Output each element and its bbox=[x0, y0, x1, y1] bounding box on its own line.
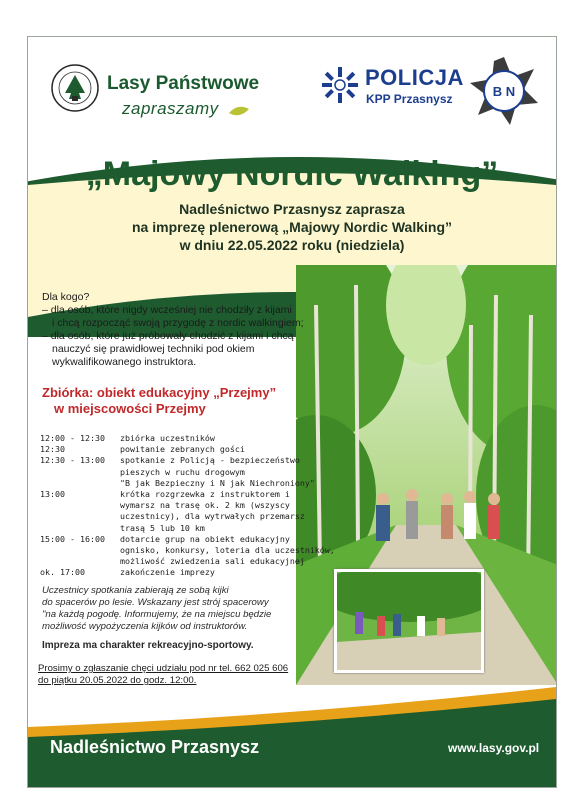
event-title: „Majowy Nordic Walking” bbox=[85, 155, 499, 193]
target-audience bbox=[42, 291, 332, 369]
intro-line-2: na imprezę plenerową „Majowy Nordic Walking” bbox=[132, 219, 452, 235]
schedule-description: dotarcie grup na obiekt edukacyjny bbox=[120, 533, 290, 544]
intro-line-1: Nadleśnictwo Przasnysz zaprasza bbox=[179, 201, 405, 217]
bn-badge-icon bbox=[468, 55, 540, 127]
participant-note bbox=[42, 585, 271, 633]
schedule-row bbox=[40, 534, 340, 568]
schedule-description: uczestnicy), dla wytrwałych przemarsz bbox=[120, 511, 305, 522]
who-line: Dla kogo? bbox=[42, 291, 90, 303]
registration-info bbox=[38, 663, 288, 687]
police-unit: KPP Przasnysz bbox=[366, 92, 453, 106]
badge-text: B N bbox=[492, 84, 516, 99]
who-line: – dla osób, które już próbowały chodzić z kijami i chcą bbox=[42, 330, 294, 342]
schedule-description: powitanie zebranych gości bbox=[120, 444, 245, 455]
schedule-time: 12:30 bbox=[40, 444, 65, 455]
schedule-description: "B jak Bezpieczny i N jak Niechroniony" bbox=[120, 477, 315, 488]
who-line: wykwalifikowanego instruktora. bbox=[52, 356, 197, 368]
lasy-panstwowe-logo bbox=[50, 63, 100, 113]
who-line: – dla osób, które nigdy wcześniej nie chodziły z kijami bbox=[42, 304, 292, 316]
registration-line-2: do piątku 20.05.2022 do godz. 12:00. bbox=[38, 675, 197, 686]
schedule-time: 15:00 - 16:00 bbox=[40, 533, 105, 544]
schedule-row bbox=[40, 567, 340, 578]
inset-group-photo bbox=[334, 569, 484, 673]
schedule-description: trasą 5 lub 10 km bbox=[120, 522, 205, 533]
schedule-description: spotkanie z Policją - bezpieczeństwo bbox=[120, 455, 300, 466]
schedule-description: wymarsz na trasę ok. 2 km (wszyscy bbox=[120, 500, 290, 511]
schedule-time: 12:30 - 13:00 bbox=[40, 455, 105, 466]
schedule-description: krótka rozgrzewka z instruktorem i bbox=[120, 489, 290, 500]
footer-org-name: Nadleśnictwo Przasnysz bbox=[50, 737, 260, 757]
note-line: "na każdą pogodę. Informujemy, że na miejscu będzie bbox=[42, 609, 272, 620]
meeting-line-2: w miejscowości Przejmy bbox=[54, 401, 206, 416]
police-name: POLICJA bbox=[365, 65, 464, 90]
event-character: Impreza ma charakter rekreacyjno-sportowy. bbox=[42, 640, 254, 651]
footer-website-link[interactable]: www.lasy.gov.pl bbox=[448, 741, 540, 755]
schedule-description: ognisko, konkursy, loteria dla uczestników, bbox=[120, 545, 335, 556]
schedule-time: 12:00 - 12:30 bbox=[40, 433, 105, 443]
schedule bbox=[40, 433, 340, 579]
schedule-row bbox=[40, 455, 340, 489]
schedule-description: możliwość zwiedzenia sali edukacyjnej bbox=[120, 556, 305, 567]
lasy-panstwowe-tagline: zapraszamy bbox=[122, 99, 219, 118]
poster bbox=[27, 36, 557, 788]
police-star-logo bbox=[320, 65, 360, 105]
schedule-description: zakończenie imprezy bbox=[120, 567, 215, 578]
schedule-row bbox=[40, 444, 340, 455]
schedule-description: pieszych w ruchu drogowym bbox=[120, 466, 245, 477]
who-line: nauczyć się prawidłowej techniki pod okiem bbox=[52, 343, 255, 355]
schedule-time: 13:00 bbox=[40, 489, 65, 500]
who-line: i chcą rozpocząć swoją przygodę z nordic walkingiem; bbox=[52, 317, 304, 329]
meeting-line-1: Zbiórka: obiekt edukacyjny „Przejmy” bbox=[42, 385, 277, 400]
meeting-point bbox=[42, 385, 276, 417]
registration-line-1: Prosimy o zgłaszanie chęci udziału pod nr tel. 662 025 606 bbox=[38, 663, 289, 674]
note-line: Uczestnicy spotkania zabierają ze sobą kijki bbox=[42, 585, 229, 596]
schedule-row bbox=[40, 489, 340, 534]
event-intro bbox=[28, 200, 556, 254]
lasy-panstwowe-name: Lasy Państwowe bbox=[107, 73, 260, 94]
schedule-time: ok. 17:00 bbox=[40, 567, 85, 578]
note-line: do spacerów po lesie. Wskazany jest strój spacerowy bbox=[42, 597, 269, 608]
intro-line-3: w dniu 22.05.2022 roku (niedziela) bbox=[179, 237, 405, 253]
schedule-row bbox=[40, 433, 340, 444]
schedule-description: zbiórka uczestników bbox=[120, 433, 215, 443]
leaf-icon bbox=[228, 105, 250, 117]
note-line: możliwość wypożyczenia kijków od instruktorów. bbox=[42, 621, 248, 632]
